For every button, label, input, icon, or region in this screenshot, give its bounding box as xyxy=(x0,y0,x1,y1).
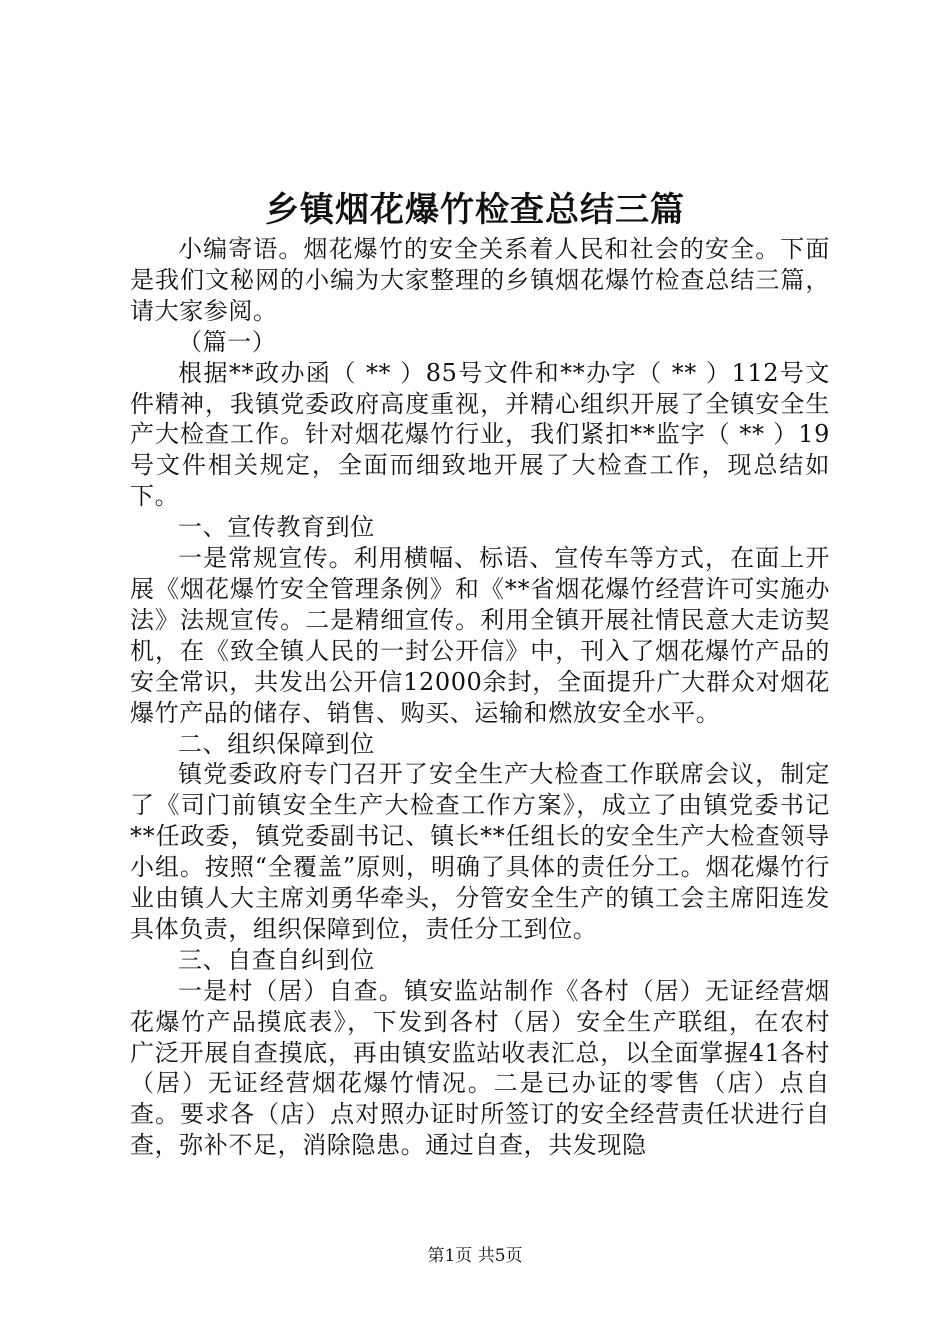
document-body xyxy=(130,234,830,1161)
section-heading: 三、自查自纠到位 xyxy=(178,945,375,974)
page-number-footer: 第1页 共5页 xyxy=(427,1246,523,1266)
body-paragraph: 一是常规宣传。利用横幅、标语、宣传车等方式，在面上开展《烟花爆竹安全管理条例》和《**省烟花爆竹经营许可实施办法》法规宣传。二是精细宣传。利用全镇开展社情民意大走访契机，在《致全镇人民的一封公开信》中，刊入了烟花爆竹产品的安全常识，共发出公开信12000余封，全面提升广大群众对烟花爆竹产品的储存、销售、购买、运输和燃放安全水平。 xyxy=(130,544,830,727)
section-heading: 一、宣传教育到位 xyxy=(178,513,375,542)
section-heading: 二、组织保障到位 xyxy=(178,729,375,758)
body-paragraph: 根据**政办函（ ** ）85号文件和**办字（ ** ）112号文件精神，我镇党委政府高度重视，并精心组织开展了全镇安全生产大检查工作。针对烟花爆竹行业，我们紧扣**监字（ ** ）19号文件相关规定，全面而细致地开展了大检查工作，现总结如下。 xyxy=(130,358,830,511)
body-paragraph: 一是村（居）自查。镇安监站制作《各村（居）无证经营烟花爆竹产品摸底表》，下发到各村（居）安全生产联组，在农村广泛开展自查摸底，再由镇安监站收表汇总，以全面掌握41各村（居）无证经营烟花爆竹情况。二是已办证的零售（店）点自查。要求各（店）点对照办证时所签订的安全经营责任状进行自查，弥补不足，消除隐患。通过自查，共发现隐 xyxy=(130,976,830,1160)
intro-paragraph: 小编寄语。烟花爆竹的安全关系着人民和社会的安全。下面是我们文秘网的小编为大家整理的乡镇烟花爆竹检查总结三篇，请大家参阅。 xyxy=(130,235,830,325)
document-title: 乡镇烟花爆竹检查总结三篇 xyxy=(265,190,685,230)
part-label: （篇一） xyxy=(178,327,277,356)
body-paragraph: 镇党委政府专门召开了安全生产大检查工作联席会议，制定了《司门前镇安全生产大检查工作方案》，成立了由镇党委书记**任政委，镇党委副书记、镇长**任组长的安全生产大检查领导小组。按照“全覆盖”原则，明确了具体的责任分工。烟花爆竹行业由镇人大主席刘勇华牵头，分管安全生产的镇工会主席阳连发具体负责，组织保障到位，责任分工到位。 xyxy=(130,760,830,943)
